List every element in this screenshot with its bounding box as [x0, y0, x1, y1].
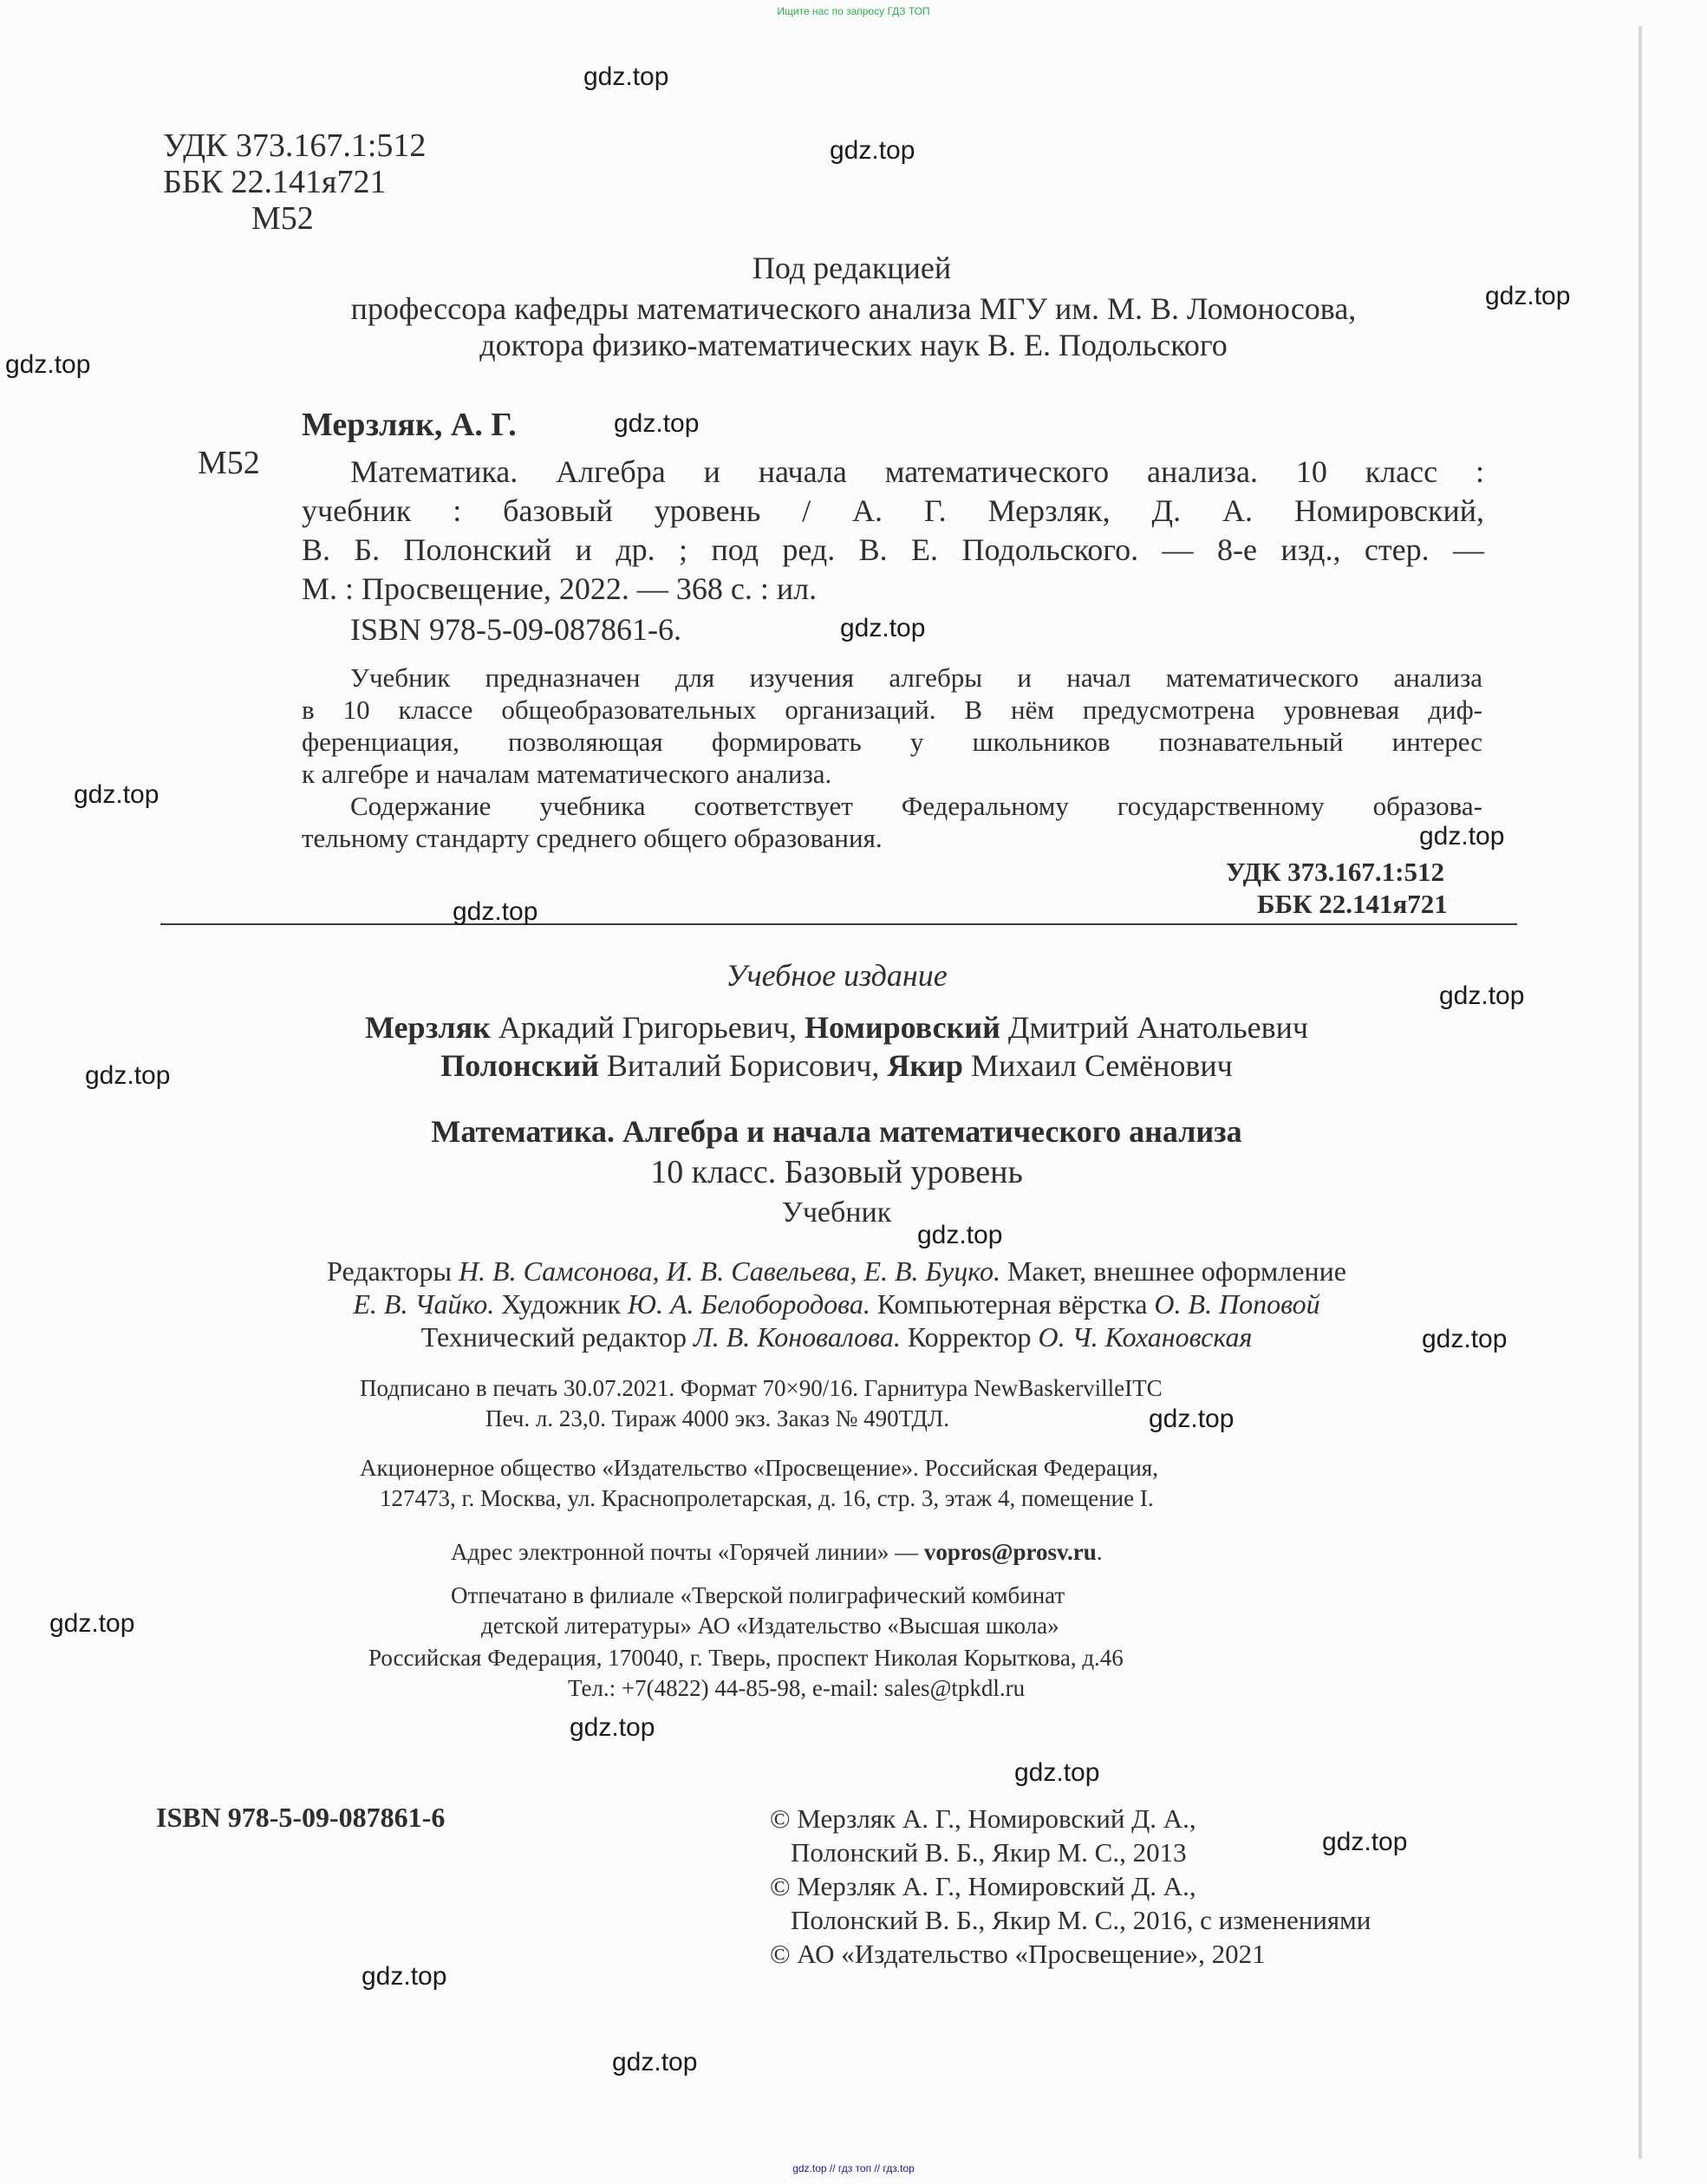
print-info-line1: Подписано в печать 30.07.2021. Формат 70×90/16. Гарнитура NewBaskervilleITC: [360, 1375, 1163, 1401]
edition-authors-line1: Мерзляк Аркадий Григорьевич, Номировский Дмитрий Анатольевич: [365, 1010, 1308, 1045]
annotation-line: в 10 классе общеобразовательных организаций. В нём предусмотрена уровневая диф-: [302, 694, 1482, 725]
printer-line2: детской литературы» АО «Издательство «Высшая школа»: [481, 1613, 1059, 1639]
edition-subtitle: 10 класс. Базовый уровень: [650, 1154, 1023, 1190]
print-info-line2: Печ. л. 23,0. Тираж 4000 экз. Заказ № 490ТДЛ.: [485, 1405, 949, 1431]
printer-line1: Отпечатано в филиале «Тверской полиграфический комбинат: [451, 1582, 1065, 1608]
watermark: gdz.top: [1149, 1405, 1235, 1433]
watermark: gdz.top: [583, 62, 669, 91]
watermark: gdz.top: [570, 1713, 655, 1742]
watermark: gdz.top: [49, 1609, 135, 1638]
copyright-line: Полонский В. Б., Якир М. С., 2013: [791, 1837, 1187, 1868]
publisher-line2: 127473, г. Москва, ул. Краснопролетарская, д. 16, стр. 3, этаж 4, помещение I.: [380, 1485, 1154, 1511]
watermark: gdz.top: [917, 1221, 1003, 1249]
annotation-bbk: ББК 22.141я721: [1257, 889, 1448, 919]
annotation-line: тельному стандарту среднего общего образования.: [302, 823, 883, 853]
annotation-line: к алгебре и началам математического анализа.: [302, 759, 832, 789]
copyright-line: Полонский В. Б., Якир М. С., 2016, с изменениями: [791, 1905, 1371, 1935]
bib-author-mark: М52: [198, 445, 260, 481]
watermark: gdz.top: [614, 409, 700, 438]
hotline: Адрес электронной почты «Горячей линии» — vopros@prosv.ru.: [451, 1539, 1103, 1565]
edition-kind: Учебник: [781, 1196, 892, 1229]
watermark: gdz.top: [74, 780, 160, 809]
annotation-line: Содержание учебника соответствует Федеральному государственному образова-: [350, 791, 1482, 821]
publisher-line1: Акционерное общество «Издательство «Просвещение». Российская Федерация,: [360, 1455, 1158, 1481]
watermark: gdz.top: [1485, 282, 1571, 310]
copyright-line: © Мерзляк А. Г., Номировский Д. А.,: [770, 1803, 1196, 1834]
watermark: gdz.top: [362, 1962, 447, 1991]
printer-line3: Российская Федерация, 170040, г. Тверь, проспект Николая Корыткова, д.46: [368, 1645, 1124, 1671]
bib-author: Мерзляк, А. Г.: [302, 407, 517, 443]
bib-isbn: ISBN 978-5-09-087861-6.: [350, 612, 681, 647]
top-author-mark: М52: [251, 200, 314, 237]
top-udk: УДК 373.167.1:512: [163, 127, 427, 164]
editorial-line1: Под редакцией: [752, 251, 952, 285]
watermark: gdz.top: [1322, 1828, 1408, 1856]
annotation-line: Учебник предназначен для изучения алгебры и начал математического анализа: [350, 662, 1482, 693]
bib-line: В. Б. Полонский и др. ; под ред. В. Е. Подольского. — 8-е изд., стер. —: [302, 532, 1484, 567]
watermark: gdz.top: [840, 614, 926, 642]
editorial-line3: доктора физико-математических наук В. Е. Подольского: [479, 328, 1228, 362]
bib-line: Математика. Алгебра и начала математического анализа. 10 класс :: [350, 454, 1484, 489]
edition-type: Учебное издание: [726, 958, 948, 993]
divider-rule: [160, 923, 1517, 925]
bib-line: М. : Просвещение, 2022. — 368 с. : ил.: [302, 571, 818, 606]
footer-banner: gdz.top // гдз топ // гдз.top: [792, 2162, 915, 2174]
annotation-udk: УДК 373.167.1:512: [1226, 857, 1444, 887]
bottom-isbn: ISBN 978-5-09-087861-6: [156, 1802, 446, 1833]
credits-line3: Технический редактор Л. В. Коновалова. Корректор О. Ч. Кохановская: [420, 1321, 1253, 1353]
printer-line4: Тел.: +7(4822) 44-85-98, e-mail: sales@tpkdl.ru: [568, 1675, 1026, 1701]
top-bbk: ББК 22.141я721: [163, 164, 387, 200]
copyright-line: © АО «Издательство «Просвещение», 2021: [770, 1939, 1266, 1969]
edition-authors-line2: Полонский Виталий Борисович, Якир Михаил Семёнович: [440, 1048, 1233, 1083]
watermark: gdz.top: [1014, 1758, 1100, 1787]
annotation-line: ференциация, позволяющая формировать у школьников познавательный интерес: [302, 727, 1482, 757]
watermark: gdz.top: [1419, 822, 1505, 851]
credits-line2: Е. В. Чайко. Художник Ю. А. Белобородова. Компьютерная вёрстка О. В. Поповой: [353, 1288, 1320, 1320]
watermark: gdz.top: [1422, 1325, 1508, 1353]
credits-line1: Редакторы Н. В. Самсонова, И. В. Савельева, Е. В. Буцко. Макет, внешнее оформление: [327, 1255, 1346, 1287]
watermark: gdz.top: [1439, 981, 1525, 1010]
edition-title: Математика. Алгебра и начала математического анализа: [431, 1114, 1242, 1149]
header-banner: Ищите нас по запросу ГДЗ ТОП: [777, 5, 930, 17]
watermark: gdz.top: [830, 136, 915, 165]
editorial-line2: профессора кафедры математического анализа МГУ им. М. В. Ломоносова,: [350, 291, 1357, 326]
watermark: gdz.top: [85, 1061, 171, 1090]
watermark: gdz.top: [612, 2048, 698, 2076]
hotline-email[interactable]: vopros@prosv.ru: [923, 1539, 1097, 1565]
bib-line: учебник : базовый уровень / А. Г. Мерзляк, Д. А. Номировский,: [302, 493, 1484, 528]
watermark: gdz.top: [453, 897, 538, 926]
copyright-line: © Мерзляк А. Г., Номировский Д. А.,: [770, 1871, 1196, 1901]
watermark: gdz.top: [5, 350, 91, 379]
